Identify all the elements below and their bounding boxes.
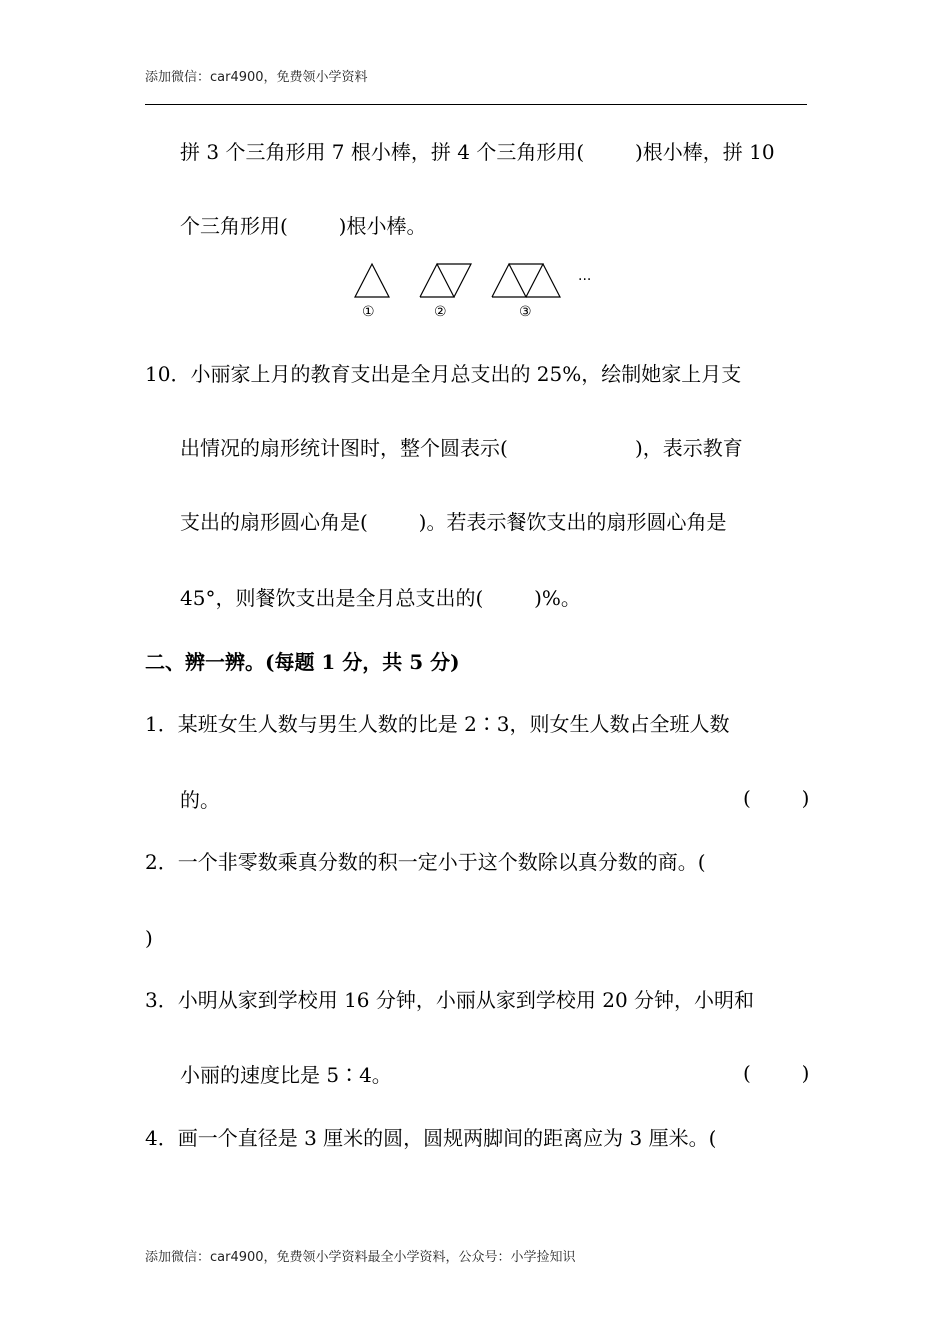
triangle-1 [355, 264, 389, 297]
j3-line2: 小丽的速度比是 5∶4。 [180, 1063, 392, 1087]
j1-answer-paren: ( ) [743, 786, 810, 810]
triangle-figure [340, 256, 620, 326]
triangle-3-left [492, 264, 526, 297]
j3-answer-paren: ( ) [743, 1061, 810, 1085]
j1-line2: 的。 [180, 788, 220, 812]
j3-line1: 3．小明从家到学校用 16 分钟，小丽从家到学校用 20 分钟，小明和 [145, 988, 755, 1012]
j2-line1: 2．一个非零数乘真分数的积一定小于这个数除以真分数的商。( [145, 850, 706, 874]
page-footer: 添加微信：car4900，免费领小学资料最全小学资料，公众号：小学捡知识 [145, 1250, 576, 1265]
q10-line1: 10．小丽家上月的教育支出是全月总支出的 25%，绘制她家上月支 [145, 362, 742, 386]
page-header: 添加微信：car4900，免费领小学资料 [145, 70, 368, 85]
header-rule [145, 104, 807, 105]
triangle-2-up [420, 264, 454, 297]
q10-line4: 45°，则餐饮支出是全月总支出的( )%。 [180, 586, 581, 610]
j4-line1: 4．画一个直径是 3 厘米的圆，圆规两脚间的距离应为 3 厘米。( [145, 1126, 717, 1150]
figure-label-3: ③ [519, 304, 532, 320]
figure-label-2: ② [434, 304, 447, 320]
q9-line2: 个三角形用( )根小棒。 [180, 214, 427, 238]
q9-line1: 拼 3 个三角形用 7 根小棒，拼 4 个三角形用( )根小棒，拼 10 [180, 140, 775, 164]
figure-label-1: ① [362, 304, 375, 320]
figure-ellipsis: ··· [578, 272, 592, 288]
q10-line2: 出情况的扇形统计图时，整个圆表示( )，表示教育 [180, 436, 743, 460]
triangle-3-right [526, 264, 560, 297]
j1-line1: 1．某班女生人数与男生人数的比是 2∶3，则女生人数占全班人数 [145, 712, 730, 736]
triangle-3-mid [509, 264, 543, 297]
triangle-2-down [437, 264, 471, 297]
section2-title: 二、辨一辨。(每题 1 分，共 5 分) [145, 650, 460, 674]
j2-line2: ) [145, 926, 153, 950]
q10-line3: 支出的扇形圆心角是( )。若表示餐饮支出的扇形圆心角是 [180, 510, 727, 534]
